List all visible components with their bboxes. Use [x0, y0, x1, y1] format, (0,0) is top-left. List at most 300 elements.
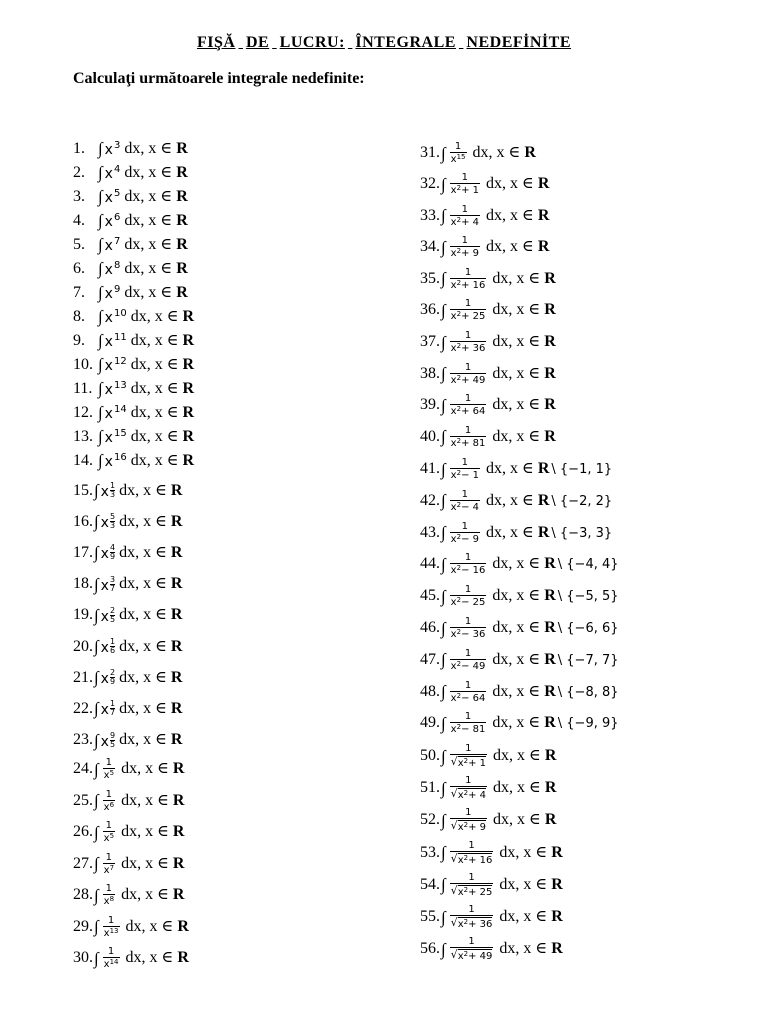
exercise-item — [73, 356, 194, 373]
fraction-numerator: 1 — [464, 584, 472, 596]
plus-constant: + 16 — [468, 854, 493, 866]
dx-text: dx, — [130, 379, 155, 397]
fraction-denominator — [450, 691, 487, 704]
exponent: 2 — [456, 500, 462, 509]
x-in-text: x ∈ — [523, 875, 552, 893]
base-x: x — [457, 951, 464, 963]
plus-constant: + 16 — [461, 279, 486, 291]
fraction-denominator — [450, 595, 487, 608]
fraction-denominator — [450, 404, 487, 417]
exercise-number: 33. — [420, 206, 440, 224]
x-in-text: x ∈ — [154, 355, 183, 373]
real-set-symbol: R — [176, 235, 188, 253]
fraction — [103, 789, 115, 813]
fraction — [103, 820, 115, 844]
exponent: 2 — [463, 950, 469, 959]
exercise-number: 30. — [73, 949, 93, 966]
exponent: 2 — [456, 310, 462, 319]
exponent-denominator: 3 — [109, 490, 116, 499]
x-in-text: x ∈ — [154, 307, 183, 325]
fraction-denominator — [450, 754, 487, 769]
exponent: 6 — [113, 211, 121, 223]
exercise-number: 14. — [73, 451, 93, 469]
dx-text: dx, — [492, 587, 517, 605]
x-in-text: x ∈ — [496, 144, 525, 161]
domain-condition — [119, 670, 182, 686]
real-set-symbol: R — [544, 555, 556, 573]
exercise-item — [73, 428, 194, 445]
dx-text: dx, — [124, 283, 149, 301]
exercise-number: 26. — [73, 823, 93, 840]
base-x: x — [450, 660, 457, 672]
exercise-number: 41. — [420, 460, 440, 477]
fraction-denominator — [450, 373, 487, 386]
excluded-values: \ {−4, 4} — [557, 557, 619, 573]
exercise-item — [420, 172, 549, 196]
real-set-symbol: R — [544, 427, 556, 445]
fraction-denominator — [103, 768, 115, 781]
fraction-numerator: 1 — [105, 851, 113, 863]
exponent: 2 — [463, 885, 469, 894]
exercise-number: 11. — [73, 379, 93, 397]
title-word: DE — [245, 34, 270, 51]
fraction — [450, 141, 467, 165]
base-x: x — [450, 343, 457, 354]
exercise-item — [420, 362, 556, 386]
integrand — [105, 261, 121, 277]
exercise-number: 4. — [73, 211, 85, 229]
integral-sign: ∫ — [94, 730, 99, 750]
x-in-text: x ∈ — [517, 779, 545, 797]
integral-sign: ∫ — [94, 668, 99, 688]
exercise-item — [420, 457, 612, 481]
real-set-symbol: R — [176, 283, 188, 301]
real-set-symbol: R — [182, 379, 195, 397]
exercise-number: 43. — [420, 523, 440, 541]
square-root — [451, 756, 486, 769]
fraction — [450, 393, 487, 417]
fraction-denominator — [450, 246, 480, 259]
real-set-symbol: R — [544, 714, 556, 732]
integral-sign: ∫ — [94, 637, 99, 656]
x-in-text: x ∈ — [143, 731, 171, 749]
exercise-number: 9. — [73, 331, 85, 349]
fraction — [450, 425, 487, 449]
dx-text: dx, — [119, 575, 144, 593]
exercise-number: 1. — [73, 139, 85, 157]
exercise-item — [73, 332, 194, 349]
plus-constant: + 25 — [461, 311, 486, 323]
integrand — [101, 482, 115, 499]
exercise-number: 6. — [73, 259, 85, 277]
domain-condition — [492, 684, 618, 700]
base-x: x — [450, 248, 457, 260]
domain-condition — [486, 493, 612, 509]
exercise-number: 29. — [73, 917, 93, 935]
minus-constant: − 81 — [461, 724, 486, 736]
exercise-number: 8. — [73, 307, 85, 325]
exponent: 8 — [109, 895, 115, 903]
real-set-symbol: R — [170, 731, 183, 749]
x-in-text: x ∈ — [509, 238, 538, 256]
dx-text: dx, — [130, 427, 155, 445]
exercise-item — [73, 284, 188, 301]
exercise-number: 52. — [420, 811, 440, 829]
x-in-text: x ∈ — [516, 682, 545, 700]
integral-sign: ∫ — [441, 586, 446, 606]
fraction — [103, 915, 120, 939]
exercise-item — [420, 807, 556, 833]
domain-condition — [131, 453, 194, 469]
real-set-symbol: R — [170, 699, 183, 717]
x-in-text: x ∈ — [516, 619, 545, 636]
integrand — [105, 213, 121, 229]
base-x: x — [457, 758, 464, 769]
exponent: 15 — [113, 427, 127, 439]
fraction-numerator: 1 — [468, 871, 475, 883]
exponent: 2 — [463, 918, 469, 926]
fraction-denominator — [103, 831, 115, 844]
fraction-numerator: 1 — [468, 904, 475, 915]
base-x: x — [450, 597, 457, 609]
minus-constant: − 64 — [461, 692, 486, 704]
x-in-text: x ∈ — [523, 843, 552, 861]
fraction-numerator: 1 — [461, 235, 469, 247]
fraction-denominator — [450, 341, 487, 354]
plus-constant: + 25 — [468, 886, 493, 898]
dx-text: dx, — [492, 427, 517, 445]
exponent: 2 — [456, 373, 462, 382]
base-x: x — [450, 629, 457, 640]
exercise-number: 45. — [420, 587, 440, 605]
dx-text: dx, — [124, 211, 149, 229]
exponent: 2 — [463, 757, 469, 765]
real-set-symbol: R — [537, 523, 550, 541]
integral-sign: ∫ — [98, 403, 103, 422]
dx-text: dx, — [121, 854, 146, 872]
base-x: x — [104, 357, 113, 374]
integral-sign: ∫ — [94, 481, 99, 500]
real-set-symbol: R — [182, 451, 195, 469]
domain-condition — [119, 545, 182, 561]
exponent: 2 — [456, 247, 462, 256]
base-x: x — [450, 406, 457, 418]
x-in-text: x ∈ — [143, 637, 171, 655]
integral-sign: ∫ — [441, 491, 446, 511]
radical-sign: √ — [450, 755, 458, 768]
integrand — [105, 429, 127, 445]
excluded-values: \ {−6, 6} — [557, 621, 619, 636]
exercise-number: 48. — [420, 682, 440, 700]
exercise-item — [73, 188, 188, 205]
exercise-number: 23. — [73, 731, 93, 749]
integral-sign: ∫ — [94, 512, 99, 532]
exercise-number: 25. — [73, 791, 93, 809]
integral-sign: ∫ — [441, 618, 446, 638]
exercise-item — [73, 236, 188, 253]
domain-condition — [492, 588, 618, 604]
fractional-exponent — [110, 607, 115, 624]
exponent-denominator: 9 — [109, 552, 116, 562]
plus-constant: + 4 — [461, 216, 479, 228]
dx-text: dx, — [130, 451, 155, 469]
fraction-numerator: 1 — [464, 298, 472, 310]
dx-text: dx, — [130, 307, 155, 325]
real-set-symbol: R — [170, 606, 183, 624]
minus-constant: − 25 — [461, 597, 486, 609]
minus-constant: − 16 — [461, 565, 486, 577]
base-x: x — [100, 733, 109, 750]
base-x: x — [450, 216, 457, 228]
exercise-number: 37. — [420, 333, 440, 350]
domain-condition — [492, 302, 555, 318]
minus-constant: − 1 — [461, 470, 479, 481]
exponent: 2 — [456, 405, 462, 414]
x-in-text: x ∈ — [516, 364, 545, 382]
exercise-number: 2. — [73, 163, 85, 181]
exercise-number: 27. — [73, 854, 93, 872]
base-x: x — [103, 864, 110, 876]
fraction-denominator — [450, 659, 487, 672]
x-in-text: x ∈ — [517, 811, 545, 829]
real-set-symbol: R — [544, 301, 556, 319]
dx-text: dx, — [485, 491, 510, 509]
x-in-text: x ∈ — [516, 269, 545, 287]
base-x: x — [450, 437, 457, 449]
dx-text: dx, — [119, 481, 144, 499]
integral-sign: ∫ — [441, 395, 446, 415]
x-in-text: x ∈ — [143, 699, 171, 717]
fraction-numerator: 1 — [465, 743, 472, 754]
exponent-denominator: 9 — [109, 677, 116, 687]
dx-text: dx, — [485, 175, 510, 192]
exercise-number: 56. — [420, 940, 440, 958]
domain-condition — [492, 715, 618, 731]
excluded-values: \ {−1, 1} — [551, 462, 613, 477]
base-x: x — [450, 374, 457, 386]
integral-sign: ∫ — [98, 283, 103, 302]
exercise-item — [420, 616, 619, 640]
fraction — [450, 521, 480, 545]
integral-sign: ∫ — [94, 699, 99, 719]
fraction-denominator — [450, 627, 487, 640]
exponent: 3 — [113, 139, 121, 151]
fraction — [450, 298, 487, 322]
dx-text: dx, — [124, 163, 149, 181]
exponent: 2 — [456, 436, 462, 445]
exponent: 2 — [456, 564, 462, 573]
integrand — [101, 700, 115, 717]
domain-condition — [486, 525, 612, 541]
real-set-symbol: R — [176, 139, 188, 157]
square-root — [451, 788, 486, 801]
fraction — [450, 267, 487, 291]
real-set-symbol: R — [544, 333, 556, 350]
domain-condition — [121, 793, 184, 809]
fraction-numerator: 1 — [468, 839, 475, 851]
exercise-item — [73, 757, 184, 781]
exercise-number: 42. — [420, 491, 440, 509]
exercise-number: 47. — [420, 650, 440, 668]
base-x: x — [100, 640, 109, 656]
base-x: x — [104, 141, 113, 158]
real-set-symbol: R — [544, 364, 556, 382]
base-x: x — [100, 484, 109, 500]
exercise-item — [73, 852, 184, 876]
fraction-denominator — [450, 563, 487, 576]
radicand — [458, 788, 486, 801]
exponent: 2 — [456, 628, 462, 636]
exercise-number: 7. — [73, 283, 85, 301]
exponent-denominator: 6 — [109, 646, 116, 655]
real-set-symbol: R — [177, 949, 189, 966]
integral-sign: ∫ — [98, 331, 103, 350]
dx-text: dx, — [485, 238, 510, 256]
exercise-number: 21. — [73, 668, 93, 686]
exponent-denominator: 5 — [109, 739, 116, 749]
exercise-item — [420, 267, 556, 291]
radical-sign: √ — [450, 916, 458, 929]
exercise-item — [420, 680, 619, 704]
real-set-symbol: R — [182, 307, 195, 325]
square-root — [451, 853, 493, 866]
dx-text: dx, — [485, 460, 510, 477]
plus-constant: + 9 — [468, 822, 486, 834]
x-in-text: x ∈ — [509, 175, 538, 192]
integral-sign: ∫ — [98, 307, 103, 326]
integrand — [105, 381, 127, 397]
exercise-number: 31. — [420, 144, 440, 161]
exponent-numerator: 4 — [109, 543, 116, 553]
domain-condition — [124, 189, 187, 205]
plus-constant: + 81 — [461, 437, 486, 449]
real-set-symbol: R — [172, 854, 185, 872]
real-set-symbol: R — [172, 823, 185, 840]
fraction — [450, 172, 480, 196]
integral-sign: ∫ — [441, 206, 446, 226]
domain-condition — [492, 334, 555, 350]
domain-condition — [486, 461, 612, 477]
integral-sign: ∫ — [98, 211, 103, 230]
dx-text: dx, — [119, 668, 144, 686]
integral-sign: ∫ — [98, 139, 103, 158]
exercise-item — [420, 936, 563, 962]
x-in-text: x ∈ — [516, 714, 545, 732]
exercise-item — [73, 452, 194, 469]
title-word: ÎNTEGRALE — [355, 34, 456, 51]
exercise-number: 22. — [73, 699, 93, 717]
x-in-text: x ∈ — [143, 606, 171, 624]
integral-sign: ∫ — [441, 907, 446, 927]
exponent: 14 — [109, 958, 119, 966]
dx-text: dx, — [121, 823, 146, 840]
domain-condition — [499, 877, 562, 893]
integrand — [105, 405, 127, 421]
dx-text: dx, — [493, 779, 517, 797]
real-set-symbol: R — [176, 211, 188, 229]
fractional-exponent — [110, 700, 115, 717]
exercise-item — [420, 235, 549, 259]
dx-text: dx, — [499, 940, 524, 958]
base-x: x — [450, 692, 457, 704]
dx-text: dx, — [485, 206, 510, 224]
exercise-item — [73, 482, 182, 499]
domain-condition — [119, 607, 182, 623]
x-in-text: x ∈ — [145, 791, 173, 809]
exponent: 2 — [456, 723, 462, 732]
exponent: 5 — [113, 187, 121, 199]
x-in-text: x ∈ — [143, 543, 171, 561]
exercise-item — [420, 330, 556, 354]
exercise-item — [73, 513, 182, 530]
domain-condition — [492, 652, 618, 668]
base-x: x — [450, 470, 457, 481]
domain-condition — [131, 309, 194, 325]
base-x: x — [450, 154, 457, 165]
exercise-item — [73, 669, 182, 686]
integrand — [101, 576, 115, 593]
fraction-denominator — [450, 532, 480, 545]
base-x: x — [450, 311, 457, 323]
domain-condition — [121, 856, 184, 872]
exponent: 7 — [113, 235, 121, 247]
fraction — [450, 584, 487, 608]
integral-sign: ∫ — [441, 143, 446, 163]
exponent: 12 — [113, 355, 127, 367]
integral-sign: ∫ — [441, 713, 446, 733]
integral-sign: ∫ — [441, 778, 446, 798]
integrand — [101, 607, 115, 624]
fraction-numerator: 1 — [107, 914, 115, 926]
dx-text: dx, — [499, 875, 524, 893]
domain-condition — [493, 748, 556, 764]
integral-sign: ∫ — [441, 332, 446, 352]
integral-sign: ∫ — [98, 187, 103, 206]
base-x: x — [450, 565, 457, 577]
dx-text: dx, — [492, 650, 517, 668]
real-set-symbol: R — [170, 668, 183, 686]
title-word: NEDEFİNİTE — [466, 34, 571, 51]
fraction-numerator: 1 — [464, 330, 472, 341]
exponent-numerator: 3 — [109, 574, 116, 584]
plus-constant: + 1 — [468, 758, 486, 769]
fraction — [450, 743, 487, 769]
integrand — [105, 309, 127, 325]
x-in-text: x ∈ — [516, 427, 545, 445]
x-in-text: x ∈ — [516, 301, 545, 319]
radicand — [458, 885, 493, 898]
fraction-denominator — [450, 851, 494, 866]
exercise-item — [73, 544, 182, 561]
dx-text: dx, — [124, 187, 149, 205]
exercise-item — [73, 380, 194, 397]
domain-condition — [119, 639, 182, 655]
fraction-numerator: 1 — [464, 552, 472, 564]
dx-text: dx, — [499, 908, 524, 925]
exercise-number: 17. — [73, 543, 93, 561]
exercise-number: 19. — [73, 606, 93, 624]
fraction-denominator — [450, 915, 494, 930]
domain-condition — [126, 919, 189, 935]
integral-sign: ∫ — [94, 854, 99, 873]
radicand — [458, 949, 493, 962]
exponent: 2 — [456, 469, 462, 477]
exponent-numerator: 2 — [109, 605, 116, 615]
x-in-text: x ∈ — [523, 940, 552, 958]
exercise-item — [420, 743, 556, 769]
exercise-item — [73, 164, 188, 181]
integral-sign: ∫ — [441, 523, 446, 543]
